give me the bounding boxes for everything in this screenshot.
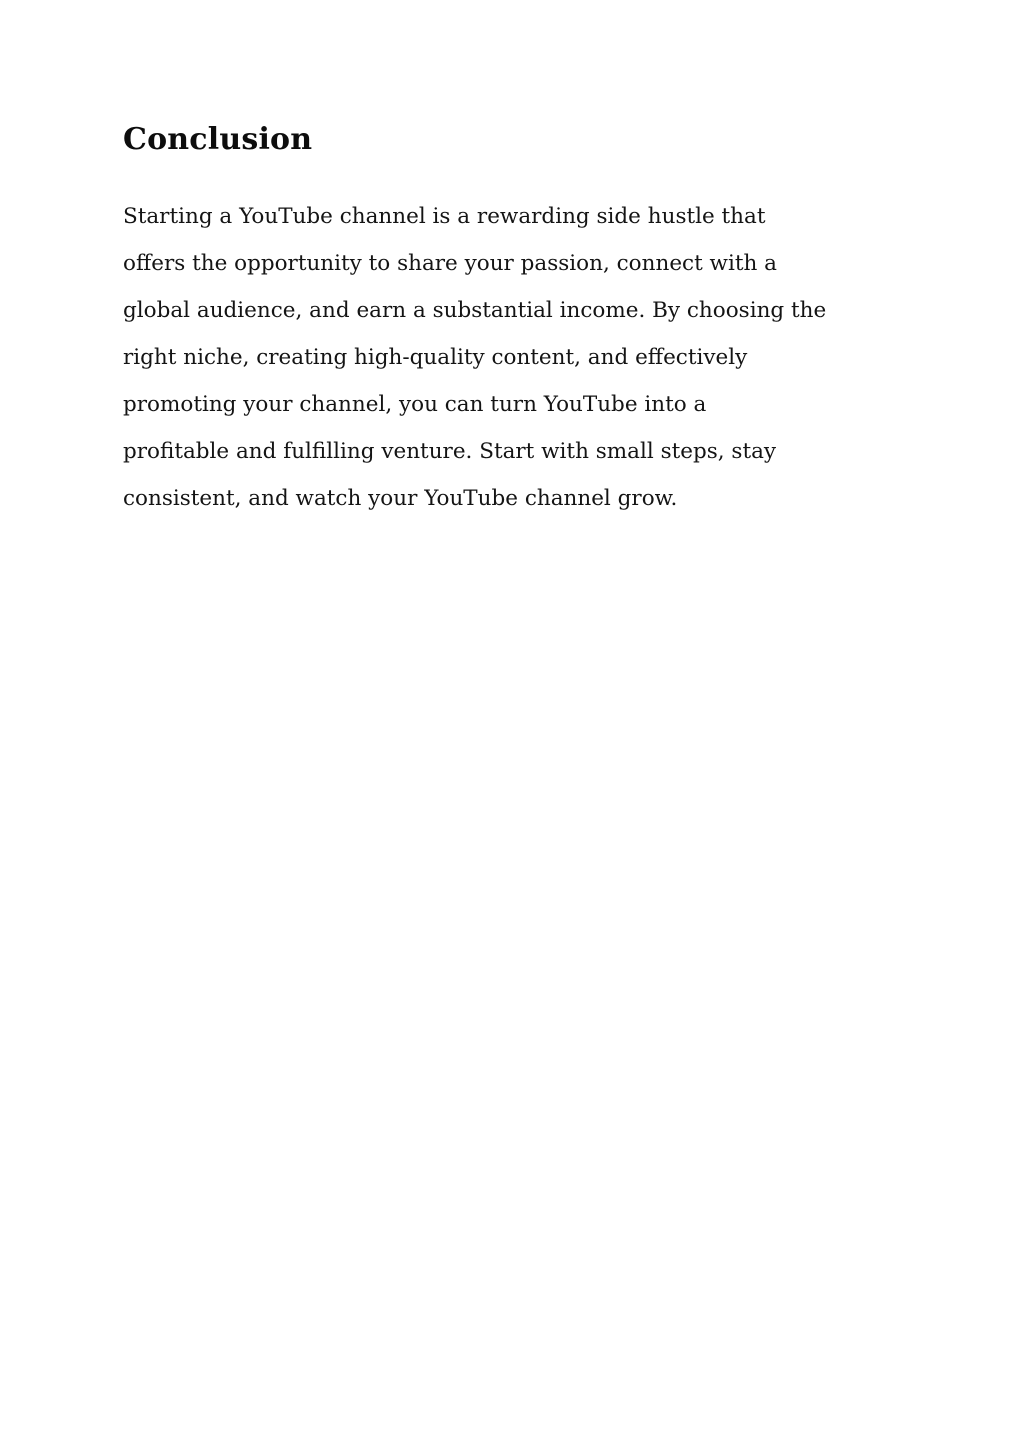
conclusion-paragraph [123,193,914,522]
paragraph-line: promoting your channel, you can turn YouTube into a [123,392,707,417]
paragraph-line: right niche, creating high-quality content, and effectively [123,345,748,370]
paragraph-line: global audience, and earn a substantial income. By choosing the [123,298,827,323]
paragraph-line: offers the opportunity to share your passion, connect with a [123,251,777,276]
section-heading: Conclusion [123,122,313,157]
paragraph-line: profitable and fulfilling venture. Start with small steps, stay [123,439,777,464]
paragraph-line: consistent, and watch your YouTube channel grow. [123,486,678,511]
paragraph-line: Starting a YouTube channel is a rewarding side hustle that [123,204,766,229]
